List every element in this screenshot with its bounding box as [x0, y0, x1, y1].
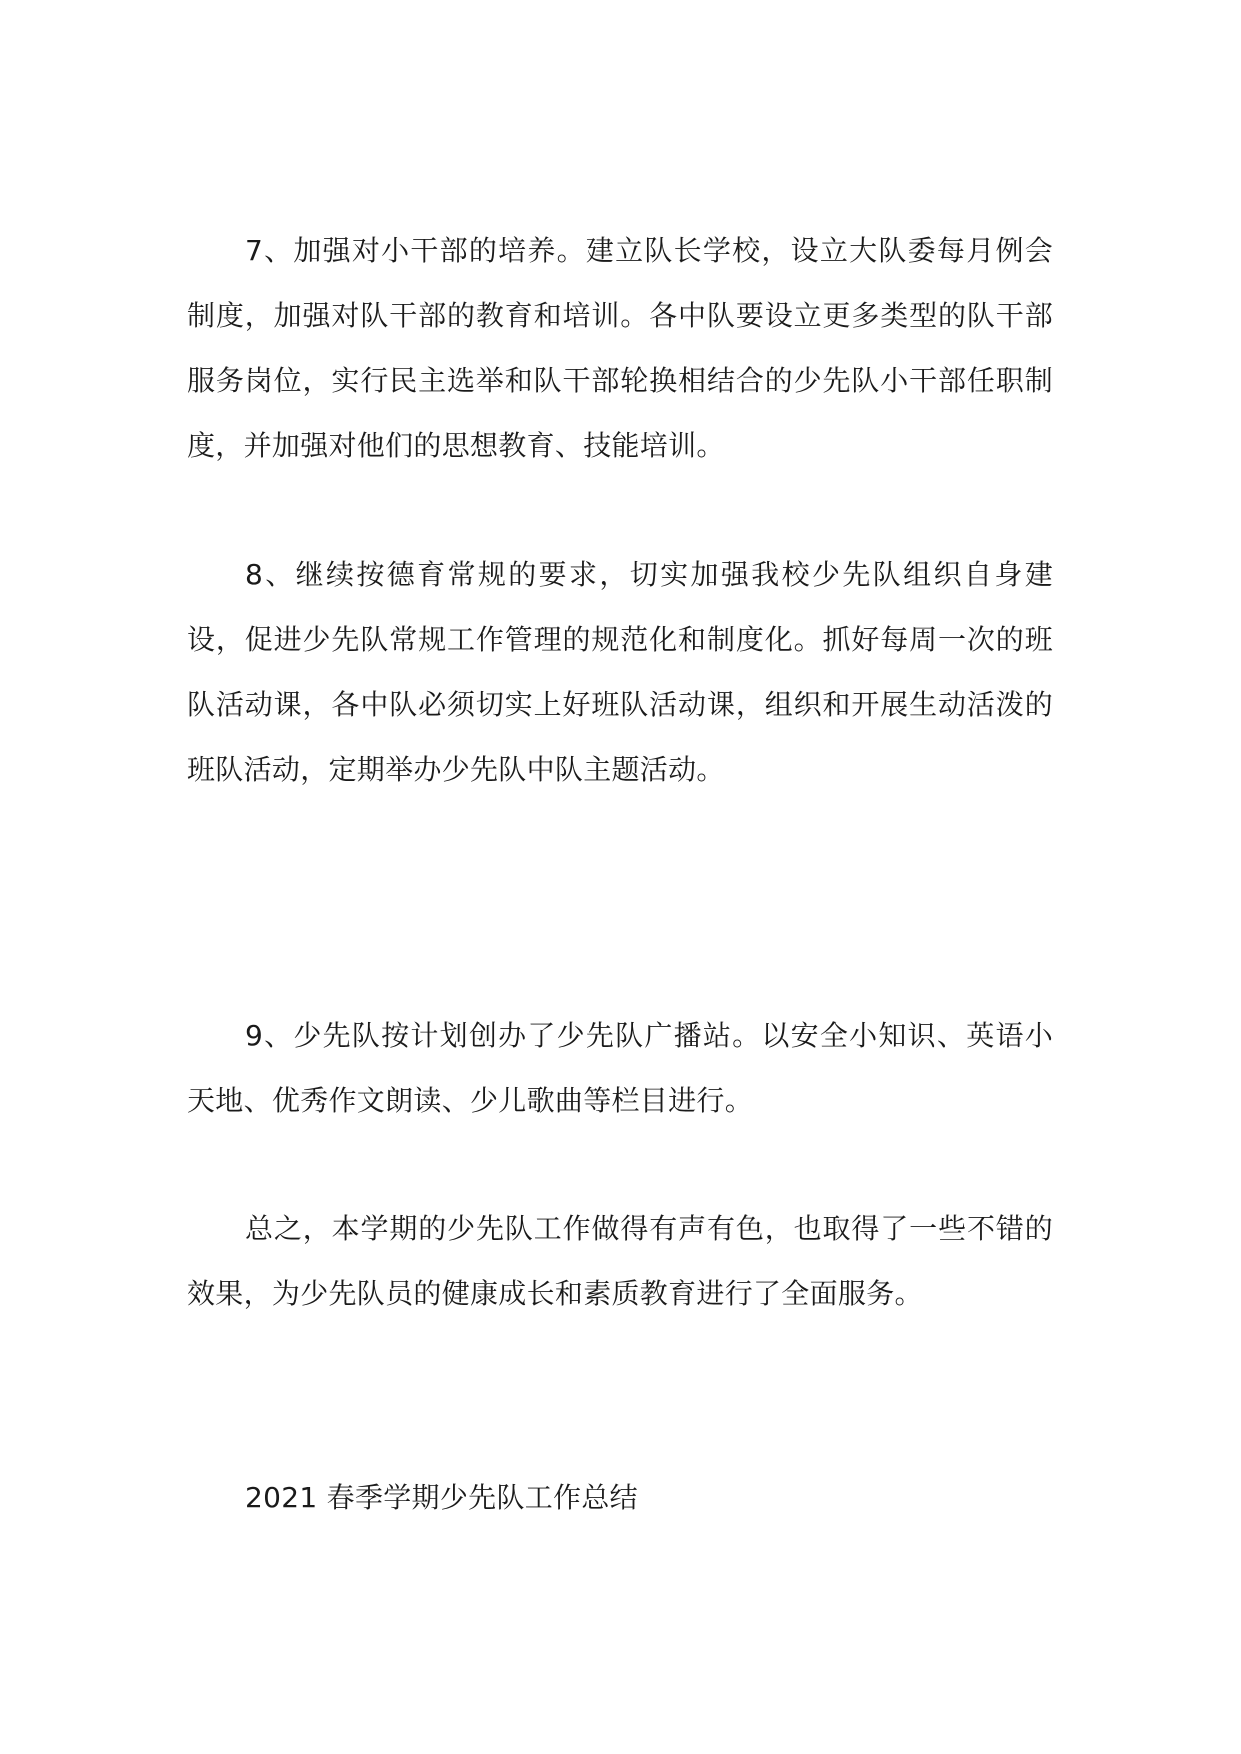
paragraph-item-8: 8、继续按德育常规的要求，切实加强我校少先队组织自身建设，促进少先队常规工作管理的规范化和制度化。抓好每周一次的班队活动课，各中队必须切实上好班队活动课，组织和开展生动活泼的班队活动，定期举办少先队中队主题活动。: [187, 558, 1053, 786]
paragraph-item-9: 9、少先队按计划创办了少先队广播站。以安全小知识、英语小天地、优秀作文朗读、少儿歌曲等栏目进行。: [187, 1019, 1053, 1117]
paragraph-item-7: 7、加强对小干部的培养。建立队长学校，设立大队委每月例会制度，加强对队干部的教育和培训。各中队要设立更多类型的队干部服务岗位，实行民主选举和队干部轮换相结合的少先队小干部任职制度，并加强对他们的思想教育、技能培训。: [187, 234, 1053, 462]
paragraph-conclusion: 总之，本学期的少先队工作做得有声有色，也取得了一些不错的效果，为少先队员的健康成长和素质教育进行了全面服务。: [187, 1212, 1053, 1310]
section-title: 2021 春季学期少先队工作总结: [245, 1481, 638, 1514]
